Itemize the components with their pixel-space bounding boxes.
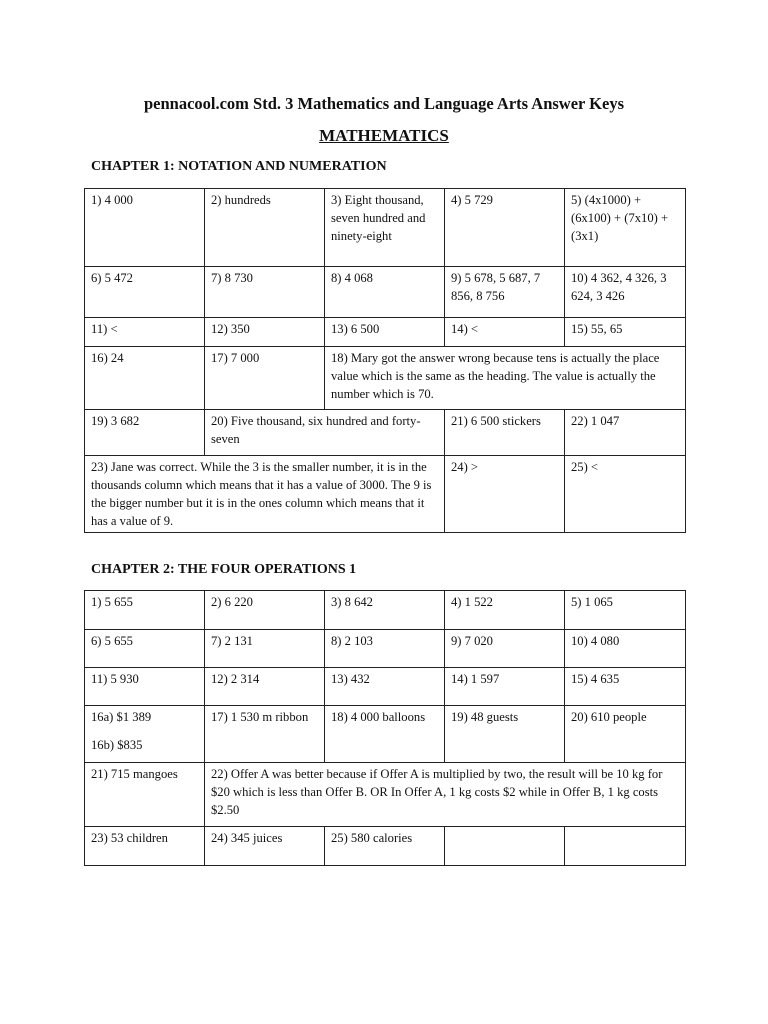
- answer-cell: 8) 4 068: [325, 267, 445, 318]
- answer-cell: 4) 5 729: [445, 189, 565, 267]
- answer-cell: 10) 4 080: [565, 630, 686, 668]
- answer-cell: 3) 8 642: [325, 591, 445, 630]
- answer-cell: 18) Mary got the answer wrong because tens is actually the place value which is the same as the heading. The value is actually the number which is 70.: [325, 347, 686, 410]
- answer-cell: 3) Eight thousand, seven hundred and ninety-eight: [325, 189, 445, 267]
- answer-cell: 20) Five thousand, six hundred and forty-seven: [205, 410, 445, 456]
- answer-cell: 17) 1 530 m ribbon: [205, 706, 325, 763]
- answer-cell: 8) 2 103: [325, 630, 445, 668]
- answer-cell: 21) 715 mangoes: [85, 763, 205, 827]
- table-row: [85, 189, 686, 267]
- answer-cell: 17) 7 000: [205, 347, 325, 410]
- answer-cell: 2) 6 220: [205, 591, 325, 630]
- answer-cell: 5) (4x1000) + (6x100) + (7x10) + (3x1): [565, 189, 686, 267]
- chapter-1-answer-table: [84, 188, 686, 533]
- answer-cell: 24) >: [445, 456, 565, 533]
- table-row: [85, 456, 686, 533]
- answer-cell: 23) 53 children: [85, 827, 205, 866]
- chapter-1-heading: CHAPTER 1: NOTATION AND NUMERATION: [91, 159, 387, 174]
- answer-cell: 22) 1 047: [565, 410, 686, 456]
- answer-cell: [85, 706, 205, 763]
- chapter-2-answer-table: [84, 590, 686, 866]
- table-row: [85, 318, 686, 347]
- answer-cell: 11) <: [85, 318, 205, 347]
- answer-cell: 6) 5 472: [85, 267, 205, 318]
- answer-cell: [565, 827, 686, 866]
- table-row: [85, 410, 686, 456]
- answer-cell: 12) 350: [205, 318, 325, 347]
- answer-cell: 11) 5 930: [85, 668, 205, 706]
- chapter-2-heading: CHAPTER 2: THE FOUR OPERATIONS 1: [91, 562, 357, 577]
- answer-cell: 13) 6 500: [325, 318, 445, 347]
- answer-cell: 19) 3 682: [85, 410, 205, 456]
- answer-cell: 15) 4 635: [565, 668, 686, 706]
- answer-cell: 14) 1 597: [445, 668, 565, 706]
- answer-16b: 16b) $835: [91, 738, 143, 752]
- answer-cell: 9) 5 678, 5 687, 7 856, 8 756: [445, 267, 565, 318]
- answer-cell: 5) 1 065: [565, 591, 686, 630]
- table-row: [85, 267, 686, 318]
- answer-cell: 1) 4 000: [85, 189, 205, 267]
- answer-cell: 25) 580 calories: [325, 827, 445, 866]
- answer-cell: 15) 55, 65: [565, 318, 686, 347]
- answer-cell: 13) 432: [325, 668, 445, 706]
- answer-cell: 18) 4 000 balloons: [325, 706, 445, 763]
- answer-cell: 7) 2 131: [205, 630, 325, 668]
- answer-cell: 10) 4 362, 4 326, 3 624, 3 426: [565, 267, 686, 318]
- table-row: [85, 591, 686, 630]
- answer-cell: 6) 5 655: [85, 630, 205, 668]
- answer-cell: 19) 48 guests: [445, 706, 565, 763]
- answer-16a: 16a) $1 389: [91, 710, 152, 724]
- table-row: [85, 668, 686, 706]
- document-title: pennacool.com Std. 3 Mathematics and Language Arts Answer Keys: [143, 94, 625, 113]
- answer-cell: 16) 24: [85, 347, 205, 410]
- answer-cell: 12) 2 314: [205, 668, 325, 706]
- answer-cell: 7) 8 730: [205, 267, 325, 318]
- answer-cell: 25) <: [565, 456, 686, 533]
- section-heading: MATHEMATICS: [319, 126, 449, 145]
- answer-cell: 22) Offer A was better because if Offer A is multiplied by two, the result will be 10 kg for $20 which is less than Offer B. OR In Offer A, 1 kg costs $2 while in Offer B, 1 kg costs $2.50: [205, 763, 686, 827]
- table-row: [85, 706, 686, 763]
- answer-cell: 4) 1 522: [445, 591, 565, 630]
- answer-cell: 1) 5 655: [85, 591, 205, 630]
- answer-cell: 23) Jane was correct. While the 3 is the smaller number, it is in the thousands column which means that it has a value of 3000. The 9 is the bigger number but it is in the ones column which means that it has a value of 9.: [85, 456, 445, 533]
- answer-cell: [445, 827, 565, 866]
- answer-cell: 20) 610 people: [565, 706, 686, 763]
- table-row: [85, 827, 686, 866]
- answer-cell: 24) 345 juices: [205, 827, 325, 866]
- table-row: [85, 630, 686, 668]
- answer-cell: 9) 7 020: [445, 630, 565, 668]
- answer-cell: 2) hundreds: [205, 189, 325, 267]
- answer-cell: 14) <: [445, 318, 565, 347]
- table-row: [85, 347, 686, 410]
- answer-cell: 21) 6 500 stickers: [445, 410, 565, 456]
- table-row: [85, 763, 686, 827]
